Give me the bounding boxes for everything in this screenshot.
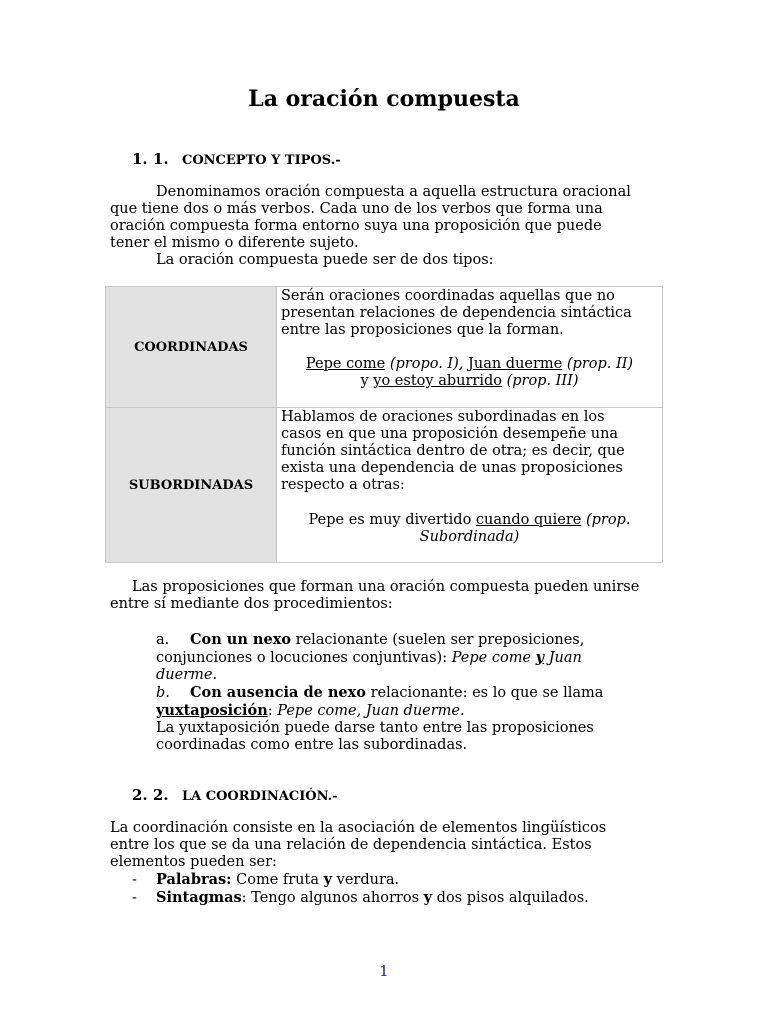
section-1-heading bbox=[132, 150, 341, 168]
intro-line: tener el mismo o diferente sujeto. bbox=[110, 235, 359, 251]
section-2-title: LA COORDINACIÓN.- bbox=[182, 789, 338, 804]
example-prop-3: yo estoy aburrido bbox=[373, 373, 502, 389]
subordinadas-description bbox=[277, 408, 663, 563]
section-1-intro bbox=[110, 184, 670, 269]
example-text: Pepe come, Juan duerme. bbox=[277, 703, 465, 719]
types-line: La oración compuesta puede ser de dos tipos: bbox=[156, 252, 494, 268]
procedures-intro bbox=[110, 579, 670, 613]
desc-line: entre las proposiciones que la forman. bbox=[281, 322, 564, 338]
item-text: relacionante: es lo que se llama bbox=[370, 685, 604, 701]
intro-line: Denominamos oración compuesta a aquella estructura oracional bbox=[156, 184, 631, 200]
yux-line: coordinadas como entre las subordinadas. bbox=[156, 737, 468, 753]
sentence-types-table bbox=[105, 286, 663, 563]
term-con-nexo: Con un nexo bbox=[190, 631, 292, 648]
example-text: Pepe come bbox=[451, 650, 532, 666]
section-2-intro bbox=[110, 820, 670, 871]
term-palabras: Palabras: bbox=[156, 871, 232, 888]
coordination-line: elementos pueden ser: bbox=[110, 854, 277, 870]
desc-line: Hablamos de oraciones subordinadas en los bbox=[281, 409, 605, 425]
list-item bbox=[110, 889, 670, 907]
dash-marker: - bbox=[132, 890, 137, 906]
subordinadas-label: SUBORDINADAS bbox=[106, 408, 277, 563]
subordinadas-example bbox=[281, 512, 658, 546]
section-2-number: 2. 2. bbox=[132, 786, 169, 804]
example-tag-cont: Subordinada) bbox=[419, 529, 520, 545]
table-row bbox=[106, 408, 663, 563]
page-number: 1 bbox=[379, 964, 389, 980]
example-text: Juan bbox=[548, 650, 582, 666]
item-text: : Tengo algunos ahorros bbox=[241, 890, 420, 906]
item-text: conjunciones o locuciones conjuntivas): bbox=[156, 650, 448, 666]
example-prop-1-tag: (propo. I), bbox=[389, 356, 464, 372]
term-yuxtaposicion: yuxtaposición bbox=[156, 702, 268, 719]
conjunction: y bbox=[423, 889, 433, 906]
procedures-line: Las proposiciones que forman una oración compuesta pueden unirse bbox=[132, 579, 640, 595]
section-2-heading bbox=[132, 786, 338, 804]
example-nexo: y bbox=[535, 649, 545, 666]
intro-line: oración compuesta forma entorno suya una proposición que puede bbox=[110, 218, 602, 234]
item-text: relacionante (suelen ser preposiciones, bbox=[295, 632, 585, 648]
conjunction: y bbox=[323, 871, 333, 888]
list-marker: b. bbox=[156, 685, 170, 701]
coordination-elements-list bbox=[110, 871, 670, 907]
coordination-line: La coordinación consiste en la asociación de elementos lingüísticos bbox=[110, 820, 607, 836]
desc-line: presentan relaciones de dependencia sintáctica bbox=[281, 305, 632, 321]
example-tag: (prop. bbox=[585, 512, 631, 528]
coordinadas-example bbox=[281, 356, 658, 390]
list-item bbox=[110, 871, 670, 889]
desc-line: Serán oraciones coordinadas aquellas que no bbox=[281, 288, 615, 304]
coordinadas-label: COORDINADAS bbox=[106, 287, 277, 408]
desc-line: casos en que una proposición desempeñe una bbox=[281, 426, 619, 442]
table-row bbox=[106, 287, 663, 408]
procedures-list bbox=[156, 631, 626, 754]
procedures-line: entre sí mediante dos procedimientos: bbox=[110, 596, 393, 612]
section-1-title: CONCEPTO Y TIPOS.- bbox=[182, 153, 341, 168]
yux-line: La yuxtaposición puede darse tanto entre las proposiciones bbox=[156, 720, 594, 736]
desc-line: respecto a otras: bbox=[281, 477, 405, 493]
dash-marker: - bbox=[132, 872, 137, 888]
example-subordinate-clause: cuando quiere bbox=[475, 512, 582, 528]
term-sin-nexo: Con ausencia de nexo bbox=[190, 684, 366, 701]
list-marker: a. bbox=[156, 632, 170, 648]
desc-line: función sintáctica dentro de otra; es decir, que bbox=[281, 443, 625, 459]
example-prop-2: Juan duerme bbox=[468, 356, 563, 372]
intro-line: que tiene dos o más verbos. Cada uno de los verbos que forma una bbox=[110, 201, 603, 217]
coordinadas-description bbox=[277, 287, 663, 408]
item-text: dos pisos alquilados. bbox=[436, 890, 589, 906]
example-main-clause: Pepe es muy divertido bbox=[308, 512, 472, 528]
item-text: Come fruta bbox=[236, 872, 319, 888]
item-text: verdura. bbox=[336, 872, 400, 888]
example-prop-1: Pepe come bbox=[305, 356, 386, 372]
list-item bbox=[156, 631, 626, 649]
list-item bbox=[156, 684, 626, 702]
example-prop-3-tag: (prop. III) bbox=[506, 373, 579, 389]
example-conjunction: y bbox=[360, 373, 369, 389]
item-text: : bbox=[267, 703, 273, 719]
example-text: duerme. bbox=[156, 667, 218, 683]
term-sintagmas: Sintagmas bbox=[156, 889, 242, 906]
desc-line: exista una dependencia de unas proposiciones bbox=[281, 460, 623, 476]
page-title: La oración compuesta bbox=[248, 86, 520, 112]
coordination-line: entre los que se da una relación de dependencia sintáctica. Estos bbox=[110, 837, 592, 853]
example-prop-2-tag: (prop. II) bbox=[566, 356, 634, 372]
section-1-number: 1. 1. bbox=[132, 150, 169, 168]
